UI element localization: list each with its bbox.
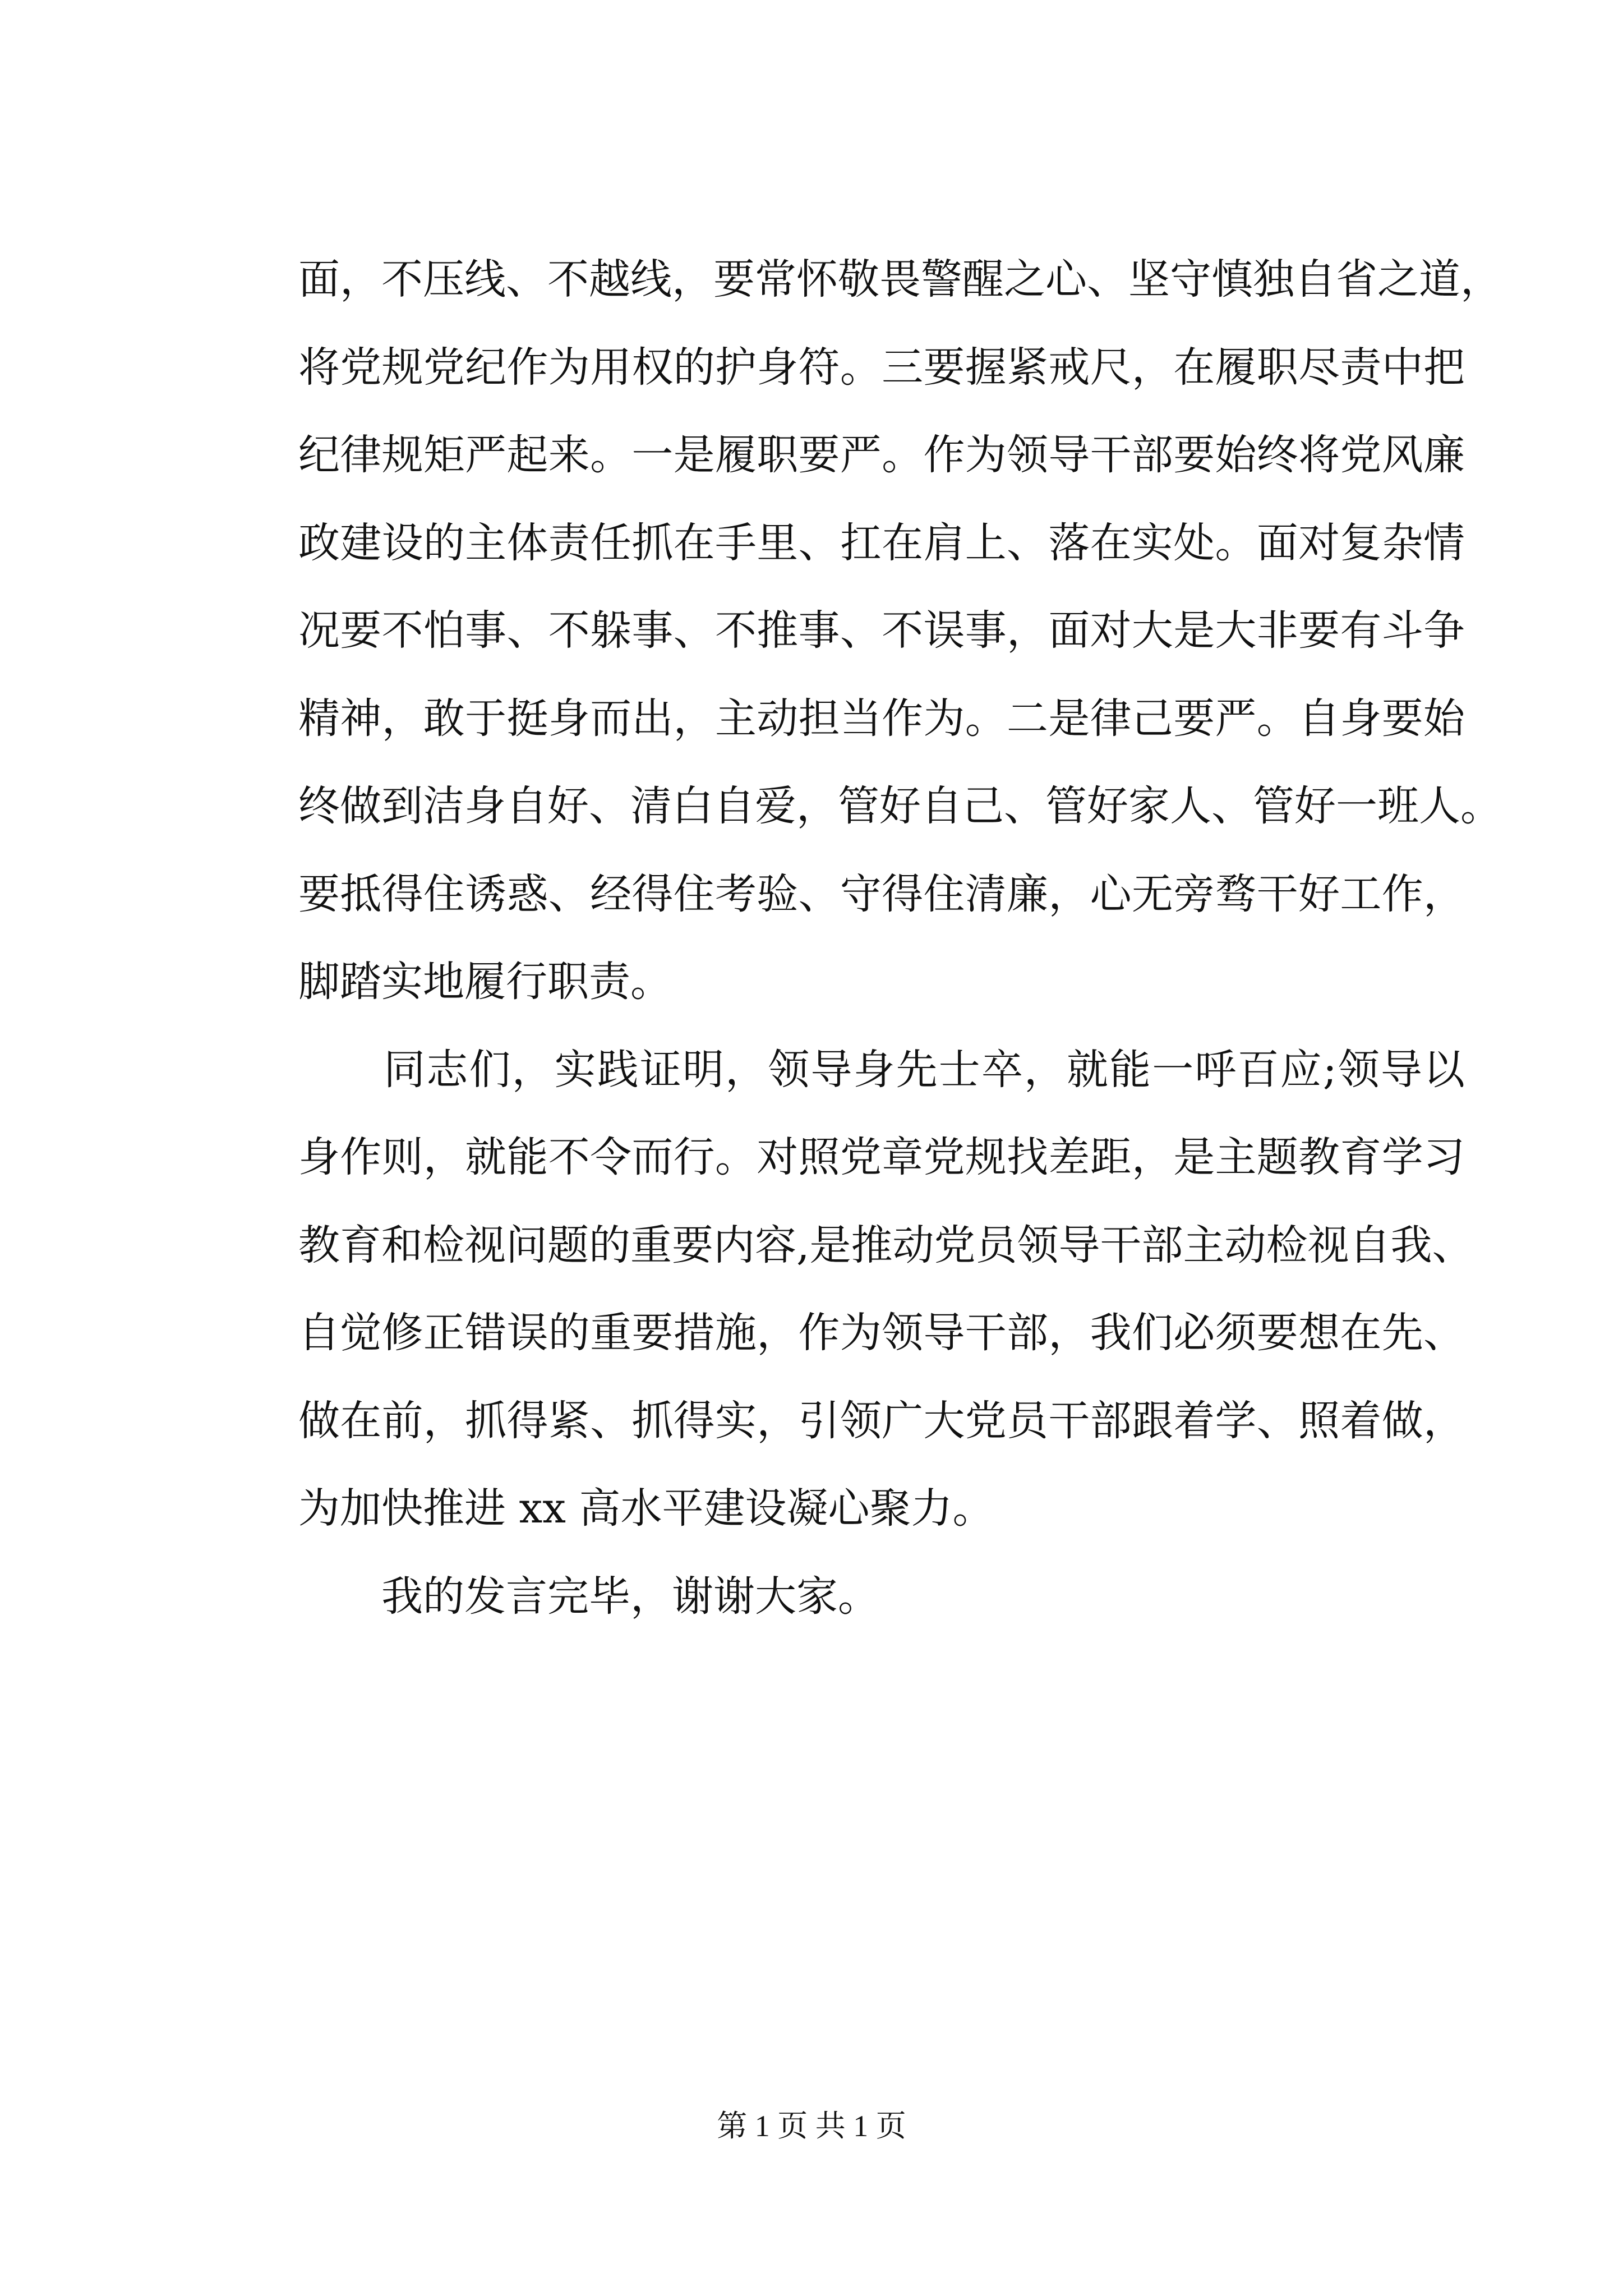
paragraph-2-line-4: 自觉修正错误的重要措施，作为领导干部，我们必须要想在先、 — [298, 1309, 1465, 1357]
paragraph-2-line-1: 同志们，实践证明，领导身先士卒，就能一呼百应;领导以 — [298, 1045, 1465, 1094]
paragraph-1-line-9: 脚踏实地履行职责。 — [298, 958, 672, 1006]
paragraph-1-line-5: 况要不怕事、不躲事、不推事、不误事，面对大是大非要有斗争 — [298, 606, 1465, 655]
paragraph-1-line-8: 要抵得住诱惑、经得住考验、守得住清廉，心无旁骛干好工作， — [298, 869, 1465, 918]
paragraph-1-line-4: 政建设的主体责任抓在手里、扛在肩上、落在实处。面对复杂情 — [298, 518, 1465, 567]
paragraph-2-line-2: 身作则，就能不令而行。对照党章党规找差距，是主题教育学习 — [298, 1133, 1465, 1181]
paragraph-2-line-5: 做在前，抓得紧、抓得实，引领广大党员干部跟着学、照着做， — [298, 1396, 1465, 1445]
paragraph-1-line-1: 面，不压线、不越线，要常怀敬畏警醒之心、坚守慎独自省之道， — [298, 255, 1502, 303]
paragraph-1-line-6: 精神，敢于挺身而出，主动担当作为。二是律己要严。自身要始 — [298, 694, 1465, 743]
paragraph-1-line-7: 终做到洁身自好、清白自爱，管好自己、管好家人、管好一班人。 — [298, 782, 1502, 830]
document-body — [298, 236, 1502, 1640]
paragraph-3-line-1: 我的发言完毕，谢谢大家。 — [298, 1572, 879, 1621]
paragraph-2-line-6: 为加快推进 xx 高水平建设凝心聚力。 — [298, 1484, 994, 1533]
page-number-label: 第 1 页 共 1 页 — [717, 2109, 906, 2143]
paragraph-1-line-3: 纪律规矩严起来。一是履职要严。作为领导干部要始终将党风廉 — [298, 431, 1465, 479]
paragraph-1-line-2: 将党规党纪作为用权的护身符。三要握紧戒尺，在履职尽责中把 — [298, 343, 1465, 392]
paragraph-2-line-3: 教育和检视问题的重要内容,是推动党员领导干部主动检视自我、 — [298, 1221, 1474, 1269]
page-footer — [0, 2106, 1623, 2146]
